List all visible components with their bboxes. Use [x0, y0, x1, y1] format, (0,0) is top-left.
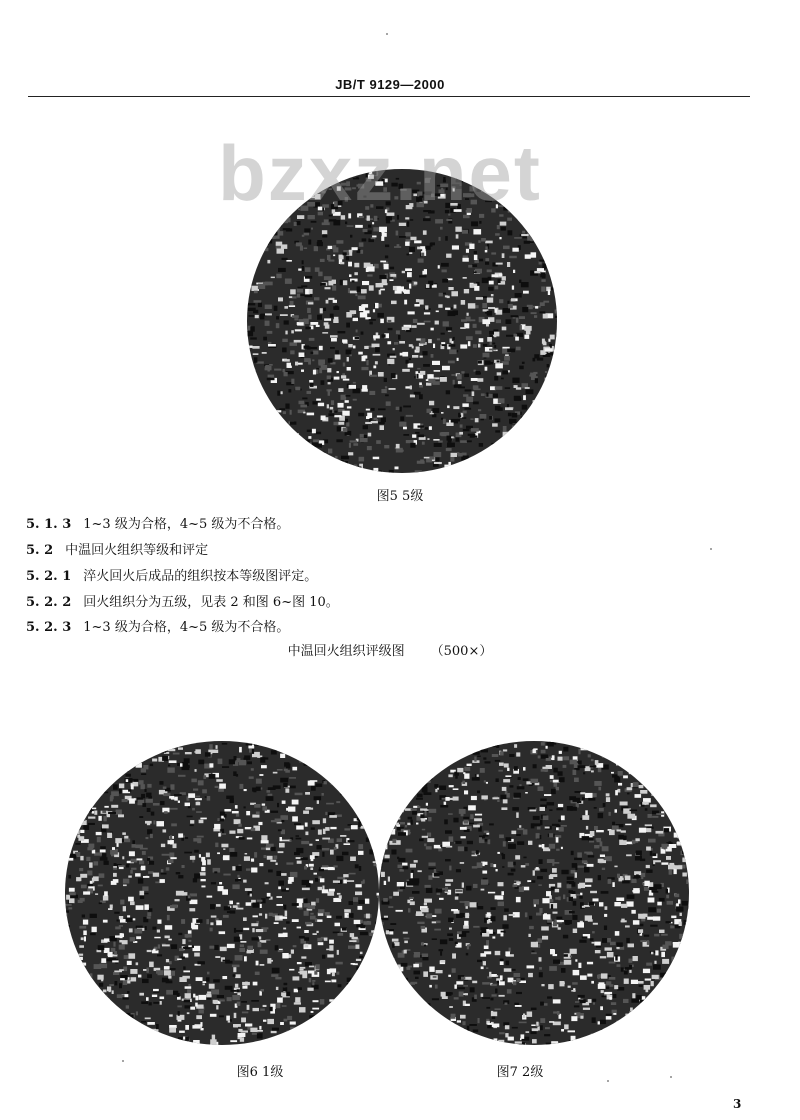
figure-6-caption: 图6 1级 [236, 1065, 284, 1080]
paragraph-5-1-3 [26, 513, 289, 532]
clause-text: 淬火回火后成品的组织按本等级图评定。 [83, 569, 318, 584]
clause-number: 5. 2 [26, 543, 54, 558]
clause-number: 5. 2. 1 [26, 569, 72, 584]
clause-text: 1~3 级为合格，4~5 级为不合格。 [83, 517, 290, 532]
scan-speck [670, 1076, 672, 1078]
clause-number: 5. 1. 3 [26, 517, 72, 532]
scan-speck [122, 1060, 124, 1062]
paragraph-5-2-1 [26, 565, 317, 584]
scan-speck [386, 33, 388, 35]
magnification-label: （500×） [430, 644, 493, 659]
clause-text: 1~3 级为合格，4~5 级为不合格。 [83, 620, 290, 635]
figure-7-caption: 图7 2级 [496, 1065, 544, 1080]
paragraph-5-2 [26, 539, 208, 558]
header-rule [28, 96, 750, 97]
paragraph-5-2-2 [26, 591, 339, 610]
clause-text: 回火组织分为五级，见表 2 和图 6~图 10。 [83, 595, 339, 610]
page-number: 3 [733, 1097, 742, 1111]
figure-5-caption: 图5 5级 [376, 489, 424, 504]
scan-speck [607, 1080, 609, 1082]
figure-group-title [0, 640, 780, 659]
paragraph-5-2-3 [26, 616, 289, 635]
clause-number: 5. 2. 3 [26, 620, 72, 635]
clause-text: 中温回火组织等级和评定 [65, 543, 209, 558]
micrograph-figure-7 [378, 740, 690, 1046]
figure-group-title-text: 中温回火组织评级图 [287, 644, 405, 659]
clause-number: 5. 2. 2 [26, 595, 72, 610]
standard-code-header: JB/T 9129—2000 [335, 77, 445, 92]
watermark: bzxz.net [218, 129, 542, 217]
scan-speck [710, 548, 712, 550]
micrograph-figure-6 [64, 740, 380, 1046]
